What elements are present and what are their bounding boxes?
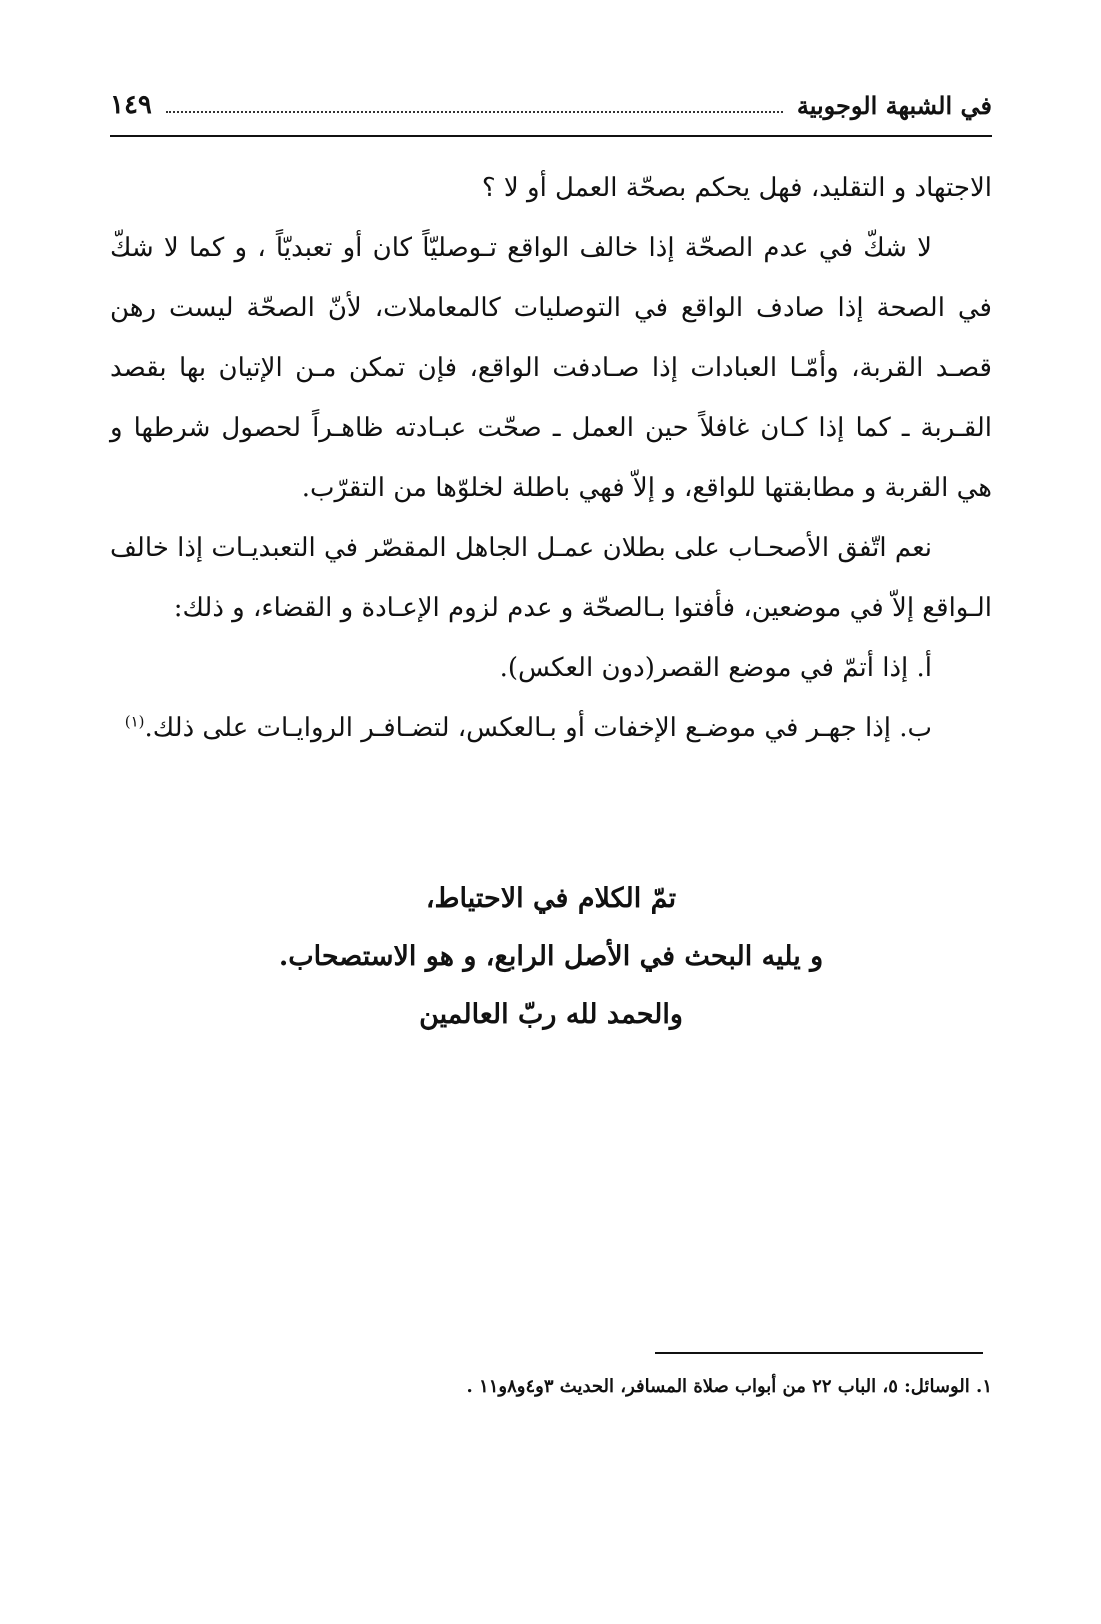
body-text bbox=[110, 158, 992, 758]
running-header bbox=[110, 80, 992, 120]
list-item-a: أ. إذا أتمّ في موضع القصر(دون العكس). bbox=[499, 653, 932, 683]
footnote-1: ١. الوسائل: ٥، الباب ٢٢ من أبواب صلاة المسافر، الحديث ٣و٤و٨و١١ . bbox=[466, 1376, 992, 1397]
footnote-rule bbox=[655, 1352, 983, 1354]
closing-lines bbox=[110, 870, 992, 1044]
header-rule bbox=[110, 135, 992, 137]
closing-line-3: والحمد لله ربّ العالمين bbox=[419, 999, 683, 1030]
header-title: في الشبهة الوجوبية bbox=[796, 91, 992, 120]
header-dot-leader bbox=[166, 111, 783, 113]
page-number: ١٤٩ bbox=[110, 90, 152, 120]
paragraph-exceptions: نعم اتّفق الأصحـاب على بطلان عمـل الجاهل المقصّر في التعبديـات إذا خالف الـواقع إلاّ في موضعين، فأفتوا بـالصحّة و عدم لزوم الإعـادة و القضاء، و ذلك: bbox=[110, 533, 992, 623]
list-item-b bbox=[110, 698, 992, 758]
paragraph-validity: لا شكّ في عدم الصحّة إذا خالف الواقع تـوصليّاً كان أو تعبديّاً ، و كما لا شكّ في الصحة إذا صادف الواقع في التوصليات كالمعاملات، لأنّ الصحّة ليست رهن قصـد القربة، وأمّـا العبادات إذا صـادفت الواقع، فإن تمكن مـن الإتيان بها بقصد القـربة ـ كما إذا كـان غافلاً حين العمل ـ صحّت عبـادته ظاهـراً لحصول شرطها و هي القربة و مطابقتها للواقع، و إلاّ فهي باطلة لخلوّها من التقرّب. bbox=[110, 233, 992, 503]
closing-line-2: و يليه البحث في الأصل الرابع، و هو الاستصحاب. bbox=[278, 941, 824, 972]
closing-line-1: تمّ الكلام في الاحتياط، bbox=[425, 883, 677, 914]
footnote-reference[interactable]: (١) bbox=[124, 712, 145, 731]
paragraph-continuation: الاجتهاد و التقليد، فهل يحكم بصحّة العمل أو لا ؟ bbox=[481, 173, 992, 203]
list-item-b-text: ب. إذا جهـر في موضـع الإخفات أو بـالعكس، لتضـافـر الروايـات على ذلك. bbox=[144, 713, 932, 743]
